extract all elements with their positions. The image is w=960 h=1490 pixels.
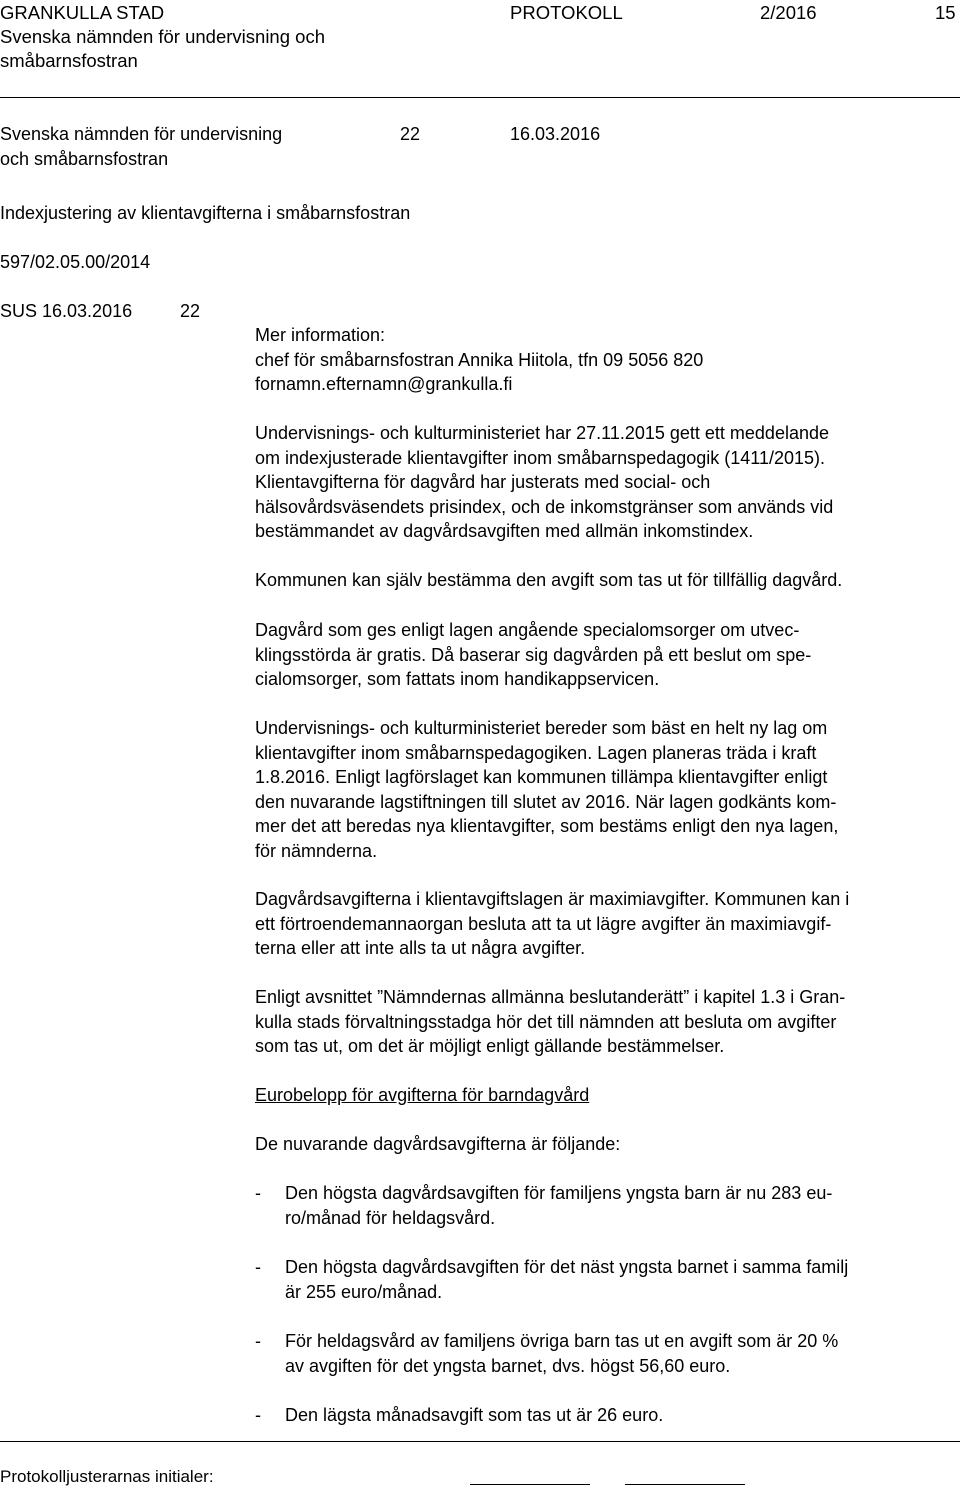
initials-signature-line	[470, 1484, 590, 1485]
text-line: Klientavgifterna för dagvård har justerats med social- och	[255, 472, 711, 492]
text-line: terna eller att inte alls ta ut några avgifter.	[255, 938, 586, 958]
text-line: kulla stads förvaltningsstadga hör det till nämnden att besluta om avgifter	[255, 1011, 837, 1032]
header-doc-number: 2/2016	[760, 2, 817, 23]
list-intro: De nuvarande dagvårdsavgifterna är följande:	[255, 1134, 621, 1154]
text-line: för nämnderna.	[255, 840, 378, 861]
header-committee-line1: Svenska nämnden för undervisning och	[0, 26, 325, 47]
text-line: 1.8.2016. Enligt lagförslaget kan kommunen tillämpa klientavgifter enligt	[255, 767, 828, 787]
subheading: Eurobelopp för avgifterna för barndagvård	[255, 1085, 590, 1105]
list-item	[285, 1255, 955, 1304]
list-item	[285, 1403, 955, 1428]
list-item	[285, 1181, 955, 1230]
footer-initials-label: Protokolljusterarnas initialer:	[0, 1467, 214, 1486]
text-line: bestämmandet av dagvårdsavgiften med allmän inkomstindex.	[255, 521, 754, 541]
contact-person: chef för småbarnsfostran Annika Hiitola, tfn 09 5056 820	[255, 350, 704, 370]
text-line: om indexjusterade klientavgifter inom småbarnspedagogik (1411/2015).	[255, 447, 825, 468]
paragraph-maximum-fees	[255, 887, 958, 961]
header-rule	[0, 97, 960, 98]
text-line: Enligt avsnittet ”Nämndernas allmänna beslutanderätt” i kapitel 1.3 i Gran-	[255, 987, 846, 1007]
header-doc-type: PROTOKOLL	[510, 2, 623, 23]
paragraph-special-care	[255, 618, 958, 692]
paragraph-decision-authority	[255, 985, 958, 1059]
header-page-number: 15	[935, 2, 956, 23]
footer-rule	[0, 1441, 960, 1442]
text-line: klientavgifter inom småbarnspedagogiken. Lagen planeras träda i kraft	[255, 742, 817, 763]
paragraph-new-law	[255, 716, 958, 863]
meta-body-line2: och småbarnsfostran	[0, 149, 169, 169]
text-line: mer det att beredas nya klientavgifter, som bestäms enligt den nya lagen,	[255, 816, 839, 836]
reference-number: 597/02.05.00/2014	[0, 252, 151, 272]
meta-date: 16.03.2016	[510, 124, 601, 144]
list-marker: -	[255, 1183, 261, 1203]
text-line: den nuvarande lagstiftningen till slutet av 2016. När lagen godkänts kom-	[255, 791, 837, 812]
text-line: cialomsorger, som fattats inom handikappservicen.	[255, 669, 660, 689]
paragraph-ministry-notice	[255, 421, 958, 544]
paragraph-temporary-care	[255, 568, 958, 593]
meta-body-line1: Svenska nämnden för undervisning	[0, 124, 283, 144]
text-line: ett förtroendemannaorgan besluta att ta ut lägre avgifter än maximiavgif-	[255, 913, 832, 934]
text-line: ro/månad för heldagsvård.	[285, 1207, 496, 1228]
sus-label: SUS 16.03.2016	[0, 301, 133, 321]
sus-number: 22	[180, 301, 201, 321]
text-line: av avgiften för det yngsta barnet, dvs. högst 56,60 euro.	[285, 1355, 731, 1376]
text-line: För heldagsvård av familjens övriga barn tas ut en avgift som är 20 %	[285, 1331, 839, 1351]
contact-heading: Mer information:	[255, 325, 386, 345]
text-line: är 255 euro/månad.	[285, 1281, 443, 1302]
document-title: Indexjustering av klientavgifterna i småbarnsfostran	[0, 203, 411, 223]
text-line: Dagvård som ges enligt lagen angående specialomsorger om utvec-	[255, 620, 800, 640]
text-line: Den högsta dagvårdsavgiften för det näst yngsta barnet i samma familj	[285, 1257, 849, 1277]
text-line: klingsstörda är gratis. Då baserar sig dagvården på ett beslut om spe-	[255, 644, 812, 665]
text-line: Undervisnings- och kulturministeriet bereder som bäst en helt ny lag om	[255, 718, 828, 738]
text-line: Den högsta dagvårdsavgiften för familjens yngsta barn är nu 283 eu-	[285, 1183, 833, 1203]
meta-section-no: 22	[400, 124, 421, 144]
text-line: Kommunen kan själv bestämma den avgift som tas ut för tillfällig dagvård.	[255, 570, 843, 590]
contact-email[interactable]: fornamn.efternamn@grankulla.fi	[255, 374, 513, 394]
text-line: Dagvårdsavgifterna i klientavgiftslagen är maximiavgifter. Kommunen kan i	[255, 889, 850, 909]
list-marker: -	[255, 1331, 261, 1351]
text-line: Undervisnings- och kulturministeriet har 27.11.2015 gett ett meddelande	[255, 423, 829, 443]
text-line: Den lägsta månadsavgift som tas ut är 26 euro.	[285, 1405, 664, 1425]
initials-signature-line	[625, 1484, 745, 1485]
list-item	[285, 1329, 955, 1378]
text-line: hälsovårdsväsendets prisindex, och de inkomstgränser som används vid	[255, 496, 834, 517]
list-marker: -	[255, 1257, 261, 1277]
header-committee-line2: småbarnsfostran	[0, 50, 138, 71]
text-line: som tas ut, om det är möjligt enligt gällande bestämmelser.	[255, 1036, 725, 1056]
header-org: GRANKULLA STAD	[0, 2, 165, 23]
list-marker: -	[255, 1405, 261, 1425]
